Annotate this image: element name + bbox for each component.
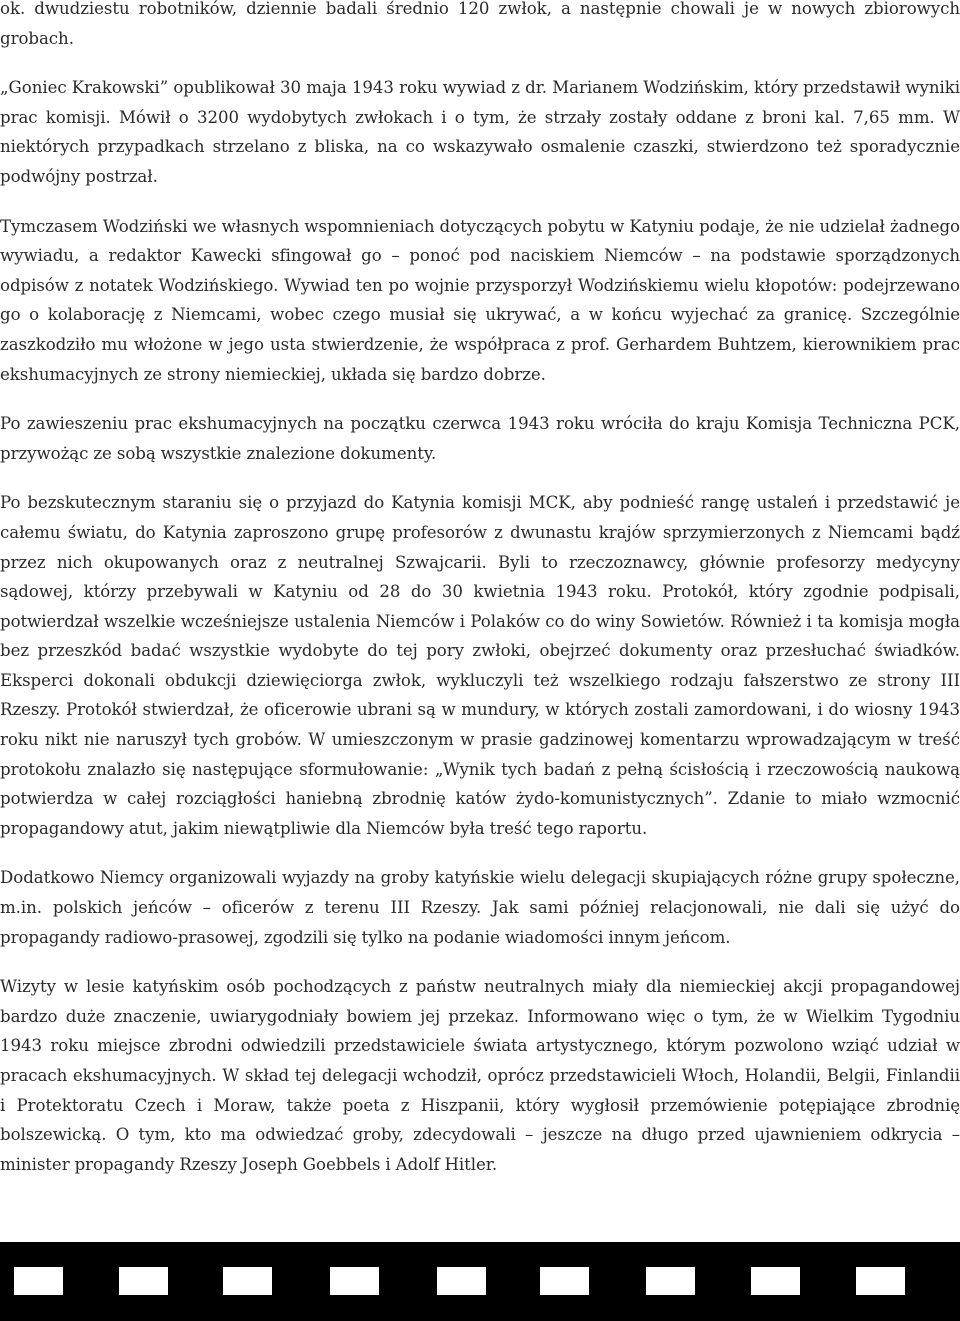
paragraph-7: Wizyty w lesie katyńskim osób pochodzących z państw neutralnych miały dla niemieckiej akcji propagandowej bardzo duże znaczenie, uwiarygodniały bowiem jej przekaz. Informowano więc o tym, że w Wielkim Tygodniu 1943 roku miejsce zbrodni odwiedzili przedstawiciele świata artystycznego, którym pozwolono wziąć udział w pracach ekshumacyjnych. W skład tej delegacji wchodził, oprócz przedstawicieli Włoch, Holandii, Belgii, Finlandii i Protektoratu Czech i Moraw, także poeta z Hiszpanii, który wygłosił przemówienie potępiające zbrodnię bolszewicką. O tym, kto ma odwiedzać groby, zdecydowali – jeszcze na długo przed ujawnieniem odkrycia – minister propagandy Rzeszy Joseph Goebbels i Adolf Hitler. xyxy=(0,977,960,1174)
film-hole xyxy=(751,1267,800,1295)
paragraph-6: Dodatkowo Niemcy organizowali wyjazdy na groby katyńskie wielu delegacji skupiających różne grupy społeczne, m.in. polskich jeńców – oficerów z terenu III Rzeszy. Jak sami później relacjonowali, nie dali się użyć do propagandy radiowo-prasowej, zgodzili się tylko na podanie wiadomości innym jeńcom. xyxy=(0,868,960,947)
paragraph-3: Tymczasem Wodziński we własnych wspomnieniach dotyczących pobytu w Katyniu podaje, że nie udzielał żadnego wywiadu, a redaktor Kawecki sfingował go – ponoć pod naciskiem Niemców – na podstawie sporządzonych odpisów z notatek Wodzińskiego. Wywiad ten po wojnie przysporzył Wodzińskiemu wielu kłopotów: podejrzewano go o kolaborację z Niemcami, wobec czego musiał się ukrywać, a w końcu wyjechać za granicę. Szczególnie zaszkodziło mu włożone w jego usta stwierdzenie, że współpraca z prof. Gerhardem Buhtzem, kierownikiem prac ekshumacyjnych ze strony niemieckiej, układa się bardzo dobrze. xyxy=(0,216,960,384)
film-hole xyxy=(119,1267,168,1295)
paragraph-2: „Goniec Krakowski” opublikował 30 maja 1943 roku wywiad z dr. Marianem Wodzińskim, który przedstawił wyniki prac komisji. Mówił o 3200 wydobytych zwłokach i o tym, że strzały zostały oddane z broni kal. 7,65 mm. W niektórych przypadkach strzelano z bliska, na co wskazywało osmalenie czaszki, stwierdzono też sporadycznie podwójny postrzał. xyxy=(0,78,960,186)
film-hole xyxy=(14,1267,63,1295)
film-hole xyxy=(856,1267,905,1295)
film-hole xyxy=(646,1267,695,1295)
film-hole xyxy=(330,1267,379,1295)
film-hole xyxy=(223,1267,272,1295)
film-strip-icon xyxy=(0,1242,960,1321)
film-hole xyxy=(437,1267,486,1295)
film-hole xyxy=(540,1267,589,1295)
paragraph-1: ok. dwudziestu robotników, dziennie badali średnio 120 zwłok, a następnie chowali je w nowych zbiorowych grobach. xyxy=(0,0,960,48)
paragraph-4: Po zawieszeniu prac ekshumacyjnych na początku czerwca 1943 roku wróciła do kraju Komisja Techniczna PCK, przywożąc ze sobą wszystkie znalezione dokumenty. xyxy=(0,414,960,463)
paragraph-5: Po bezskutecznym staraniu się o przyjazd do Katynia komisji MCK, aby podnieść rangę ustaleń i przedstawić je całemu światu, do Katynia zaproszono grupę profesorów z dwunastu krajów sprzymierzonych z Niemcami bądź przez nich okupowanych oraz z neutralnej Szwajcarii. Byli to rzeczoznawcy, głównie profesorzy medycyny sądowej, którzy przebywali w Katyniu od 28 do 30 kwietnia 1943 roku. Protokół, który zgodnie podpisali, potwierdzał wszelkie wcześniejsze ustalenia Niemców i Polaków co do winy Sowietów. Również i ta komisja mogła bez przeszkód badać wszystkie wydobyte do tej pory zwłoki, obejrzeć dokumenty oraz przesłuchać świadków. Eksperci dokonali obdukcji dziewięciorga zwłok, wykluczyli też wszelkiego rodzaju fałszerstwo ze strony III Rzeszy. Protokół stwierdzał, że oficerowie ubrani są w mundury, w których zostali zamordowani, i do wiosny 1943 roku nikt nie naruszył tych grobów. W umieszczonym w prasie gadzinowej komentarzu wprowadzającym w treść protokołu znalazło się następujące sformułowanie: „Wynik tych badań z pełną ścisłością i rzeczowością naukową potwierdza w całej rozciągłości haniebną zbrodnię katów żydo-komunistycznych”. Zdanie to miało wzmocnić propagandowy atut, jakim niewątpliwie dla Niemców była treść tego raportu. xyxy=(0,493,960,838)
